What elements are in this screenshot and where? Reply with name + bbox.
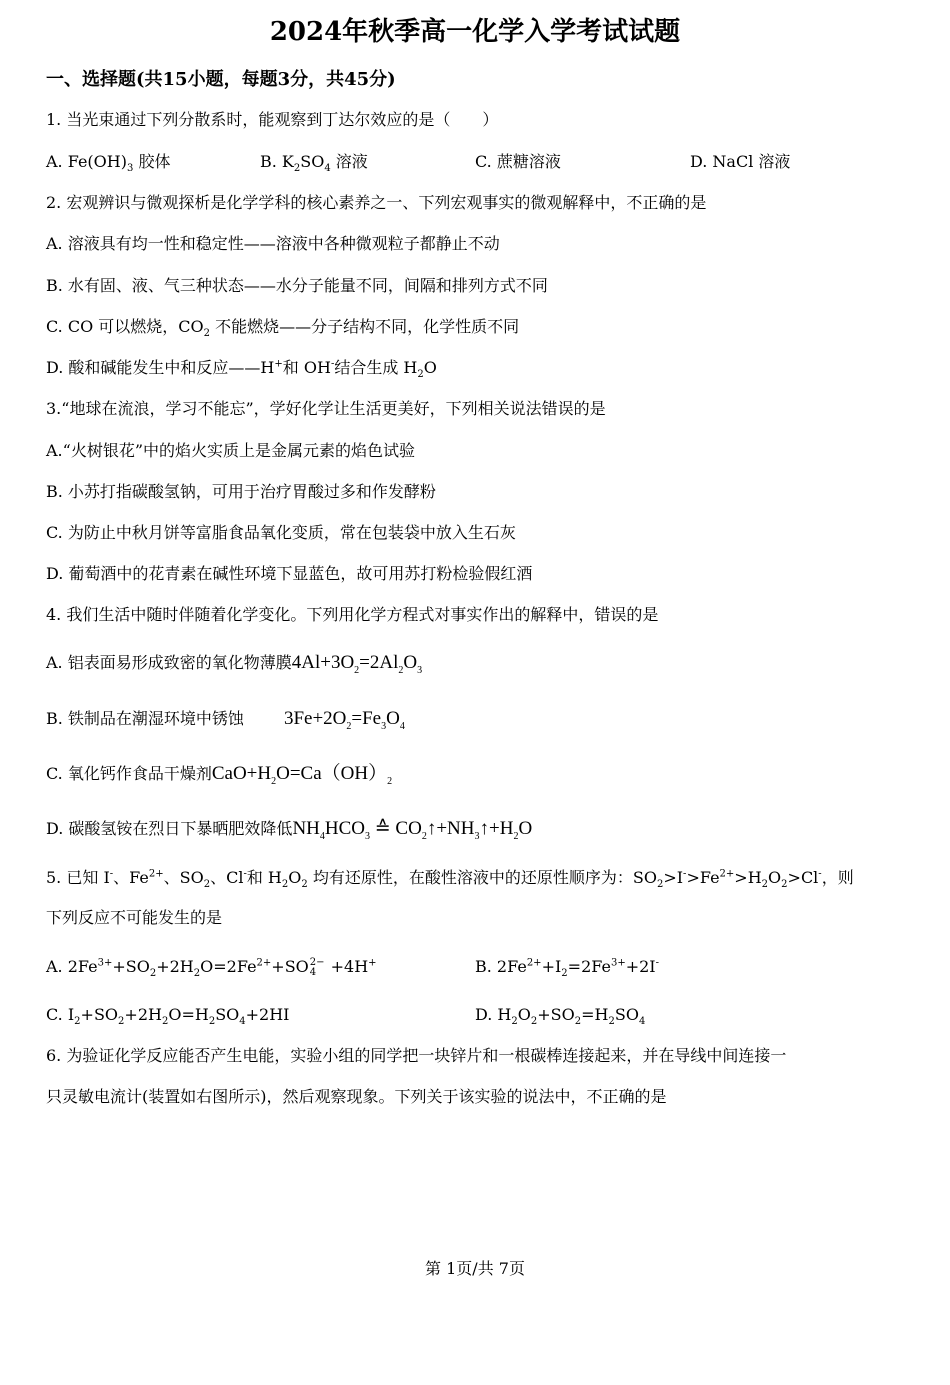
q5-option-a: A. $2Fe^{3+}+SO_2+2H_2O=2Fe^{2+}+SO2-$ 4 +4H+ xyxy=(46,956,377,980)
q3-option-b: B. 小苏打指碳酸氢钠，可用于治疗胃酸过多和作发酵粉 xyxy=(46,482,436,501)
q6-stem-line2: 只灵敏电流计(装置如右图所示)，然后观察现象。下列关于该实验的说法中，不正确的是 xyxy=(46,1087,667,1106)
q1-stem: 1. 当光束通过下列分散系时，能观察到丁达尔效应的是（ ） xyxy=(46,110,499,129)
q4-option-d: D. 碳酸氢铵在烈日下暴晒肥效降低$NH_4HCO_3$ ≙ $CO_2↑+NH_3↑+H_2O$ xyxy=(46,818,533,842)
q1-option-a: A. $Fe(OH)_3$ 胶体 xyxy=(46,152,171,175)
q4-b-equation: $3Fe+2O_2=Fe_3O_4$ xyxy=(283,708,405,732)
q1-option-d: D. NaCl 溶液 xyxy=(690,152,791,171)
q4-d-equation: $NH_4HCO_3$ ≙ $CO_2↑+NH_3↑+H_2O$ xyxy=(292,818,533,842)
q5-option-c: C. $I_2+SO_2+2H_2O=H_2SO_4+2HI$ xyxy=(46,1005,290,1028)
q2-option-c: C. CO 可以燃烧，$CO_2$ 不能燃烧——分子结构不同，化学性质不同 xyxy=(46,317,520,340)
q4-stem: 4. 我们生活中随时伴随着化学变化。下列用化学方程式对事实作出的解释中，错误的是 xyxy=(46,605,659,624)
page-title: 2024年秋季高一化学入学考试试题 xyxy=(269,17,681,47)
section-heading: 一、选择题(共15小题，每题3分，共45分) xyxy=(46,69,396,90)
q4-a-equation: $4Al+3O_2=2Al_2O_3$ xyxy=(291,652,423,676)
q5-option-d: D. $H_2O_2+SO_2=H_2SO_4$ xyxy=(475,1005,646,1028)
sulfate-charge: 2− 4 xyxy=(309,956,325,978)
q4-option-c: C. 氧化钙作食品干燥剂$CaO+H_2O=Ca(OH)_2$ xyxy=(46,763,393,787)
q2-option-b: B. 水有固、液、气三种状态——水分子能量不同，间隔和排列方式不同 xyxy=(46,276,548,295)
q5-stem-line2: 下列反应不可能发生的是 xyxy=(46,908,223,927)
q3-option-a: A.“火树银花”中的焰火实质上是金属元素的焰色试验 xyxy=(46,441,416,460)
q6-stem-line1: 6. 为验证化学反应能否产生电能，实验小组的同学把一块锌片和一根碳棒连接起来，并在导线中间连接一 xyxy=(46,1046,787,1065)
q4-option-a: A. 铝表面易形成致密的氧化物薄膜$4Al+3O_2=2Al_2O_3$ xyxy=(46,652,423,676)
q3-option-c: C. 为防止中秋月饼等富脂食品氧化变质，常在包装袋中放入生石灰 xyxy=(46,523,516,542)
q2-option-d: D. 酸和碱能发生中和反应——H+和 OH-结合生成 $H_2O$ xyxy=(46,358,437,381)
q3-option-d: D. 葡萄酒中的花青素在碱性环境下显蓝色，故可用苏打粉检验假红酒 xyxy=(46,564,533,583)
q4-option-b: B. 铁制品在潮湿环境中锈蚀 $3Fe+2O_2=Fe_3O_4$ xyxy=(46,708,405,732)
page-footer: 第 1页/共 7页 xyxy=(425,1259,525,1278)
q5-option-b: B. $2Fe^{2+}+I_2=2Fe^{3+}+2I^-$ xyxy=(475,957,659,980)
q4-c-equation: $CaO+H_2O=Ca(OH)_2$ xyxy=(211,763,393,787)
q2-stem: 2. 宏观辨识与微观探析是化学学科的核心素养之一、下列宏观事实的微观解释中，不正确的是 xyxy=(46,193,707,212)
q2-option-a: A. 溶液具有均一性和稳定性——溶液中各种微观粒子都静止不动 xyxy=(46,234,500,253)
q5-stem-line1: 5. 已知 I-、$Fe^{2+}$、$SO_2$、Cl-和 $H_2O_2$ 均有还原性，在酸性溶液中的还原性顺序为：$SO_2>I^->Fe^{2+}>H_2O_2>Cl^-$，则 xyxy=(46,868,854,891)
q1-option-b: B. $K_2SO_4$ 溶液 xyxy=(260,152,368,175)
q3-stem: 3.“地球在流浪，学习不能忘”，学好化学让生活更美好，下列相关说法错误的是 xyxy=(46,399,606,418)
q1-option-c: C. 蔗糖溶液 xyxy=(475,152,561,171)
